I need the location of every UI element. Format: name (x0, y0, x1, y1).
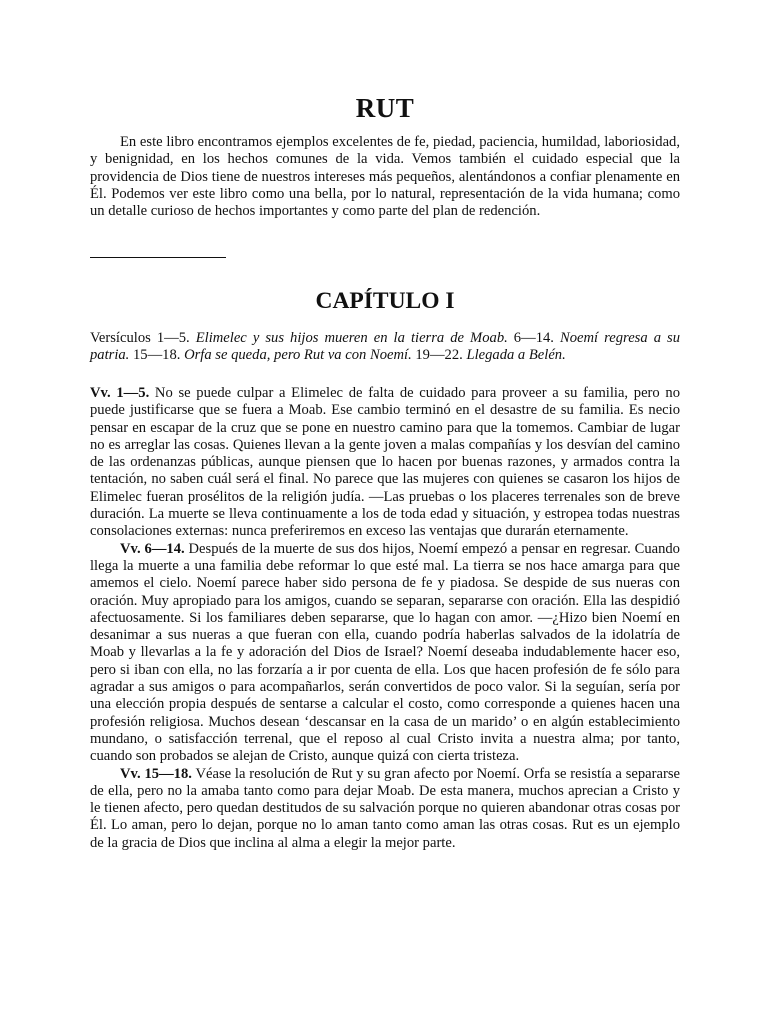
summary-item-1: Elimelec y sus hijos mueren en la tierra de Moab. (195, 330, 508, 346)
verse-range-label: Vv. 6—14. (120, 540, 185, 557)
commentary-text: Véase la resolución de Rut y su gran afecto por Noemí. Orfa se resistía a separarse de ella, pero no la amaba tanto como para dejar Moab. De esta manera, muchos aprecian a Cristo y le tienen afecto, pero quedan destitudos de su salvación porque no quieren abandonar otras cosas por Él. Lo aman, pero lo dejan, porque no lo aman tanto como aman las otras cosas. Rut es un ejemplo de la gracia de Dios que inclina al alma a elegir la mejor parte. (90, 765, 680, 851)
summary-ref-2: 6—14. (507, 330, 560, 346)
verse-range-label: Vv. 1—5. (90, 385, 150, 401)
chapter-title: CAPÍTULO I (315, 288, 455, 314)
commentary-paragraph (90, 766, 680, 852)
chapter-summary (90, 330, 680, 365)
commentary-text: No se puede culpar a Elimelec de falta de cuidado para proveer a su familia, pero no puede justificarse que se fuera a Moab. Ese cambio terminó en el desastre de su familia. Es necio pensar en escapar de la cruz que se pone en nuestro camino para que la tomemos. Cambiar de lugar no es arreglar las cosas. Quienes llevan a la gente joven a malas compañías y los desvían del camino de las ordenanzas públicas, aunque piensen que lo hacen por buenas razones, y armados contra la tentación, no saben cuál será el final. No parece que las mujeres con quienes se casaron los hijos de Elimelec fueran prosélitos de la religión judía. —Las pruebas o los placeres terrenales son de breve duración. La muerte se lleva continuamente a los de toda edad y situación, y estropea todas nuestras consolaciones externas: nunca preferiremos en exceso las ventajas que durarán eternamente. (90, 385, 680, 540)
summary-prefix: Versículos 1—5. (90, 330, 196, 346)
book-title: RUT (355, 93, 415, 123)
commentary-paragraph (90, 385, 680, 541)
section-divider (90, 257, 226, 258)
intro-paragraph: En este libro encontramos ejemplos excelentes de fe, piedad, paciencia, humildad, laboriosidad, y benignidad, en los hechos comunes de la vida. Vemos también el cuidado especial que la providencia de Dios tiene de nuestros intereses más pequeños, alentándonos a confiar plenamente en Él. Podemos ver este libro como una bella, por lo natural, representación de la vida humana; como un detalle curioso de hechos importantes y como parte del plan de redención. (90, 134, 680, 220)
summary-item-4: Llegada a Belén. (466, 347, 566, 364)
commentary-text: Después de la muerte de sus dos hijos, Noemí empezó a pensar en regresar. Cuando llega la muerte a una familia debe reformar lo que esté mal. La tierra se nos hace amarga para que amemos el cielo. Noemí parece haber sido persona de fe y piadosa. Se despide de sus nueras con oración. Muy apropiado para los amigos, cuando se separan, separarse con oración. Ella las despidió afectuosamente. Si los familiares deben separarse, que lo hagan con amor. —¿Hizo bien Noemí en desanimar a sus nueras a que fueran con ella, cuando podría haberlas salvados de la idolatría de Moab y llevarlas a la fe y adoración del Dios de Israel? Noemí deseaba indudablemente hacer eso, pero si iban con ella, no las forzaría a ir por cuenta de ella. Los que hacen profesión de fe sólo para agradar a sus amigos o para acompañarlos, serán convertidos de poco valor. Si la seguían, sería por una elección propia después de sentarse a calcular el costo, como corresponde a quienes hacen una profesión religiosa. Muchos desean ‘descansar en la casa de un marido’ o en algún establecimiento mundano, o satisfacción terrenal, que el reposo al cual Cristo invita a nuestra alma; por tanto, cuando son probados se alejan de Cristo, aunque quizá con cierta tristeza. (90, 540, 680, 765)
commentary-body (90, 385, 680, 852)
summary-item-2: Noemí regresa a su patria. (90, 330, 681, 364)
summary-ref-4: 19—22. (411, 347, 467, 364)
commentary-paragraph (90, 541, 680, 766)
verse-range-label: Vv. 15—18. (120, 765, 192, 782)
summary-item-3: Orfa se queda, pero Rut va con Noemí. (184, 347, 412, 364)
summary-ref-3: 15—18. (129, 347, 185, 364)
